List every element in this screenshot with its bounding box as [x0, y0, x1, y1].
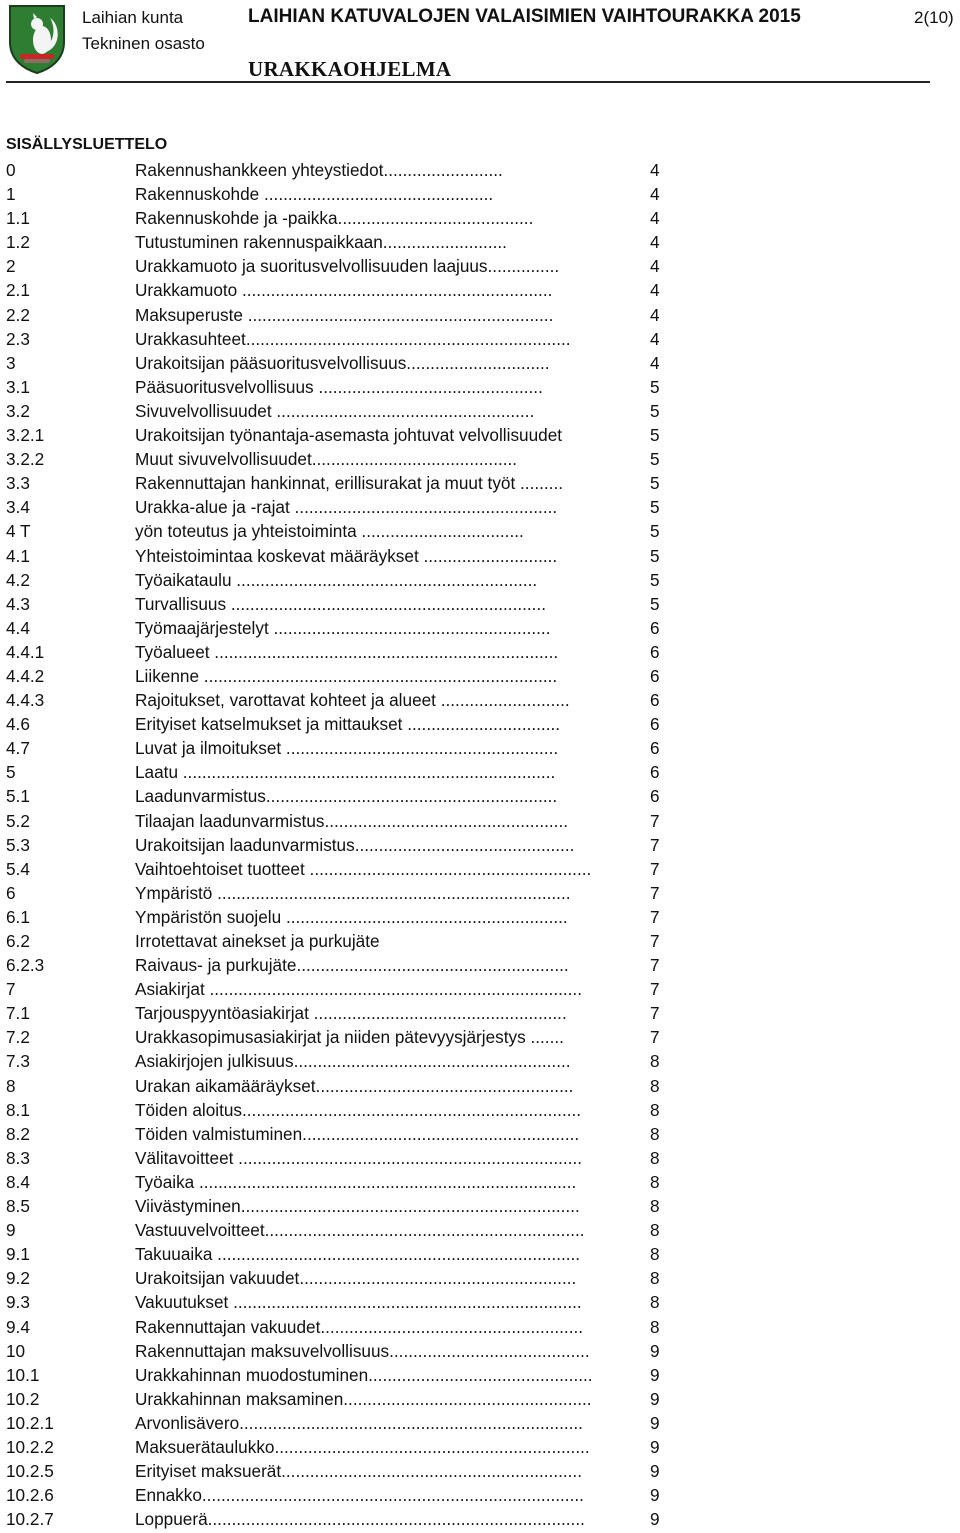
toc-entry-number: 4.6 [6, 714, 30, 735]
toc-entry-page: 8 [650, 1244, 660, 1265]
toc-entry-page: 4 [650, 304, 660, 325]
toc-entry-title: Rajoitukset, varottavat kohteet ja alueet ........................... [135, 690, 570, 711]
toc-entry-page: 5 [650, 545, 660, 566]
toc-entry[interactable] [6, 1194, 706, 1218]
coat-of-arms-logo-icon [6, 2, 68, 74]
toc-entry-number: 3.4 [6, 497, 30, 518]
toc-entry[interactable] [6, 1218, 706, 1242]
toc-entry-page: 4 [650, 184, 660, 205]
toc-entry-page: 5 [650, 521, 660, 542]
toc-entry-page: 6 [650, 738, 660, 759]
toc-entry[interactable] [6, 230, 706, 254]
toc-entry[interactable] [6, 953, 706, 977]
toc-entry-title: Urakan aikamääräykset...................................................... [135, 1075, 574, 1096]
toc-entry-number: 3.2.2 [6, 449, 45, 470]
toc-entry-number: 5.1 [6, 786, 30, 807]
toc-entry-number: 3.3 [6, 473, 30, 494]
toc-entry[interactable] [6, 471, 706, 495]
toc-entry[interactable] [6, 1266, 706, 1290]
toc-entry-page: 9 [650, 1364, 660, 1385]
toc-entry-number: 7 [6, 979, 16, 1000]
toc-entry[interactable] [6, 1315, 706, 1339]
toc-entry-page: 8 [650, 1316, 660, 1337]
toc-entry-page: 9 [650, 1436, 660, 1457]
toc-entry[interactable] [6, 1146, 706, 1170]
department-name: Tekninen osasto [82, 34, 205, 53]
toc-entry-number: 4.4 [6, 617, 30, 638]
toc-entry[interactable] [6, 1483, 706, 1507]
toc-entry[interactable] [6, 929, 706, 953]
toc-entry-title: Turvallisuus .................................................................. [135, 593, 546, 614]
toc-entry-number: 2.1 [6, 280, 30, 301]
toc-entry[interactable] [6, 447, 706, 471]
toc-entry-title: Urakoitsijan työnantaja-asemasta johtuvat velvollisuudet [135, 425, 563, 446]
toc-entry-title: Rakennuttajan hankinnat, erillisurakat ja muut työt ......... [135, 473, 564, 494]
toc-entry[interactable] [6, 857, 706, 881]
toc-entry-page: 5 [650, 497, 660, 518]
toc-entry[interactable] [6, 1170, 706, 1194]
toc-entry-page: 9 [650, 1485, 660, 1506]
toc-entry-title: Urakkamuoto ja suoritusvelvollisuuden laajuus............... [135, 256, 560, 277]
page-indicator: 2(10) [914, 8, 954, 27]
toc-entry-title: Raivaus- ja purkujäte......................................................... [135, 955, 569, 976]
header-divider [6, 81, 930, 83]
toc-entry-title: Maksuerätaulukko.................................................................. [135, 1436, 590, 1457]
toc-entry-title: Rakennuttajan vakuudet....................................................... [135, 1316, 584, 1337]
toc-entry-number: 10 [6, 1340, 26, 1361]
toc-entry[interactable] [6, 809, 706, 833]
toc-entry-number: 6.2.3 [6, 955, 45, 976]
toc-entry-page: 5 [650, 400, 660, 421]
toc-entry-page: 8 [650, 1075, 660, 1096]
toc-entry-number: 1.2 [6, 232, 30, 253]
toc-entry-number: 4 T [6, 521, 31, 542]
toc-entry-title: Urakkasopimusasiakirjat ja niiden pätevyysjärjestys ....... [135, 1027, 564, 1048]
toc-entry[interactable] [6, 1001, 706, 1025]
toc-entry[interactable] [6, 881, 706, 905]
toc-entry[interactable] [6, 206, 706, 230]
toc-entry-title: Urakka-alue ja -rajat ....................................................... [135, 497, 558, 518]
toc-entry-number: 5 [6, 762, 16, 783]
toc-entry[interactable] [6, 254, 706, 278]
toc-entry-title: Yhteistoimintaa koskevat määräykset ............................ [135, 545, 558, 566]
toc-entry-number: 0 [6, 160, 16, 180]
toc-entry-number: 3.2 [6, 400, 30, 421]
toc-entry-title: Erityiset katselmukset ja mittaukset ................................ [135, 714, 561, 735]
toc-entry-page: 9 [650, 1388, 660, 1409]
toc-entry-title: Liikenne .......................................................................... [135, 665, 558, 686]
toc-entry-page: 6 [650, 665, 660, 686]
toc-entry[interactable] [6, 736, 706, 760]
toc-entry-page: 7 [650, 810, 660, 831]
toc-entry[interactable] [6, 833, 706, 857]
toc-entry[interactable] [6, 495, 706, 519]
toc-entry-number: 9.3 [6, 1292, 30, 1313]
toc-entry-page: 6 [650, 786, 660, 807]
toc-entry-number: 9.1 [6, 1244, 30, 1265]
toc-entry[interactable] [6, 1074, 706, 1098]
toc-entry-number: 4.7 [6, 738, 30, 759]
toc-entry-page: 4 [650, 352, 660, 373]
toc-entry-title: Rakennuttajan maksuvelvollisuus.......................................... [135, 1340, 590, 1361]
toc-entry[interactable] [6, 977, 706, 1001]
toc-entry-title: Laatu .............................................................................. [135, 762, 556, 783]
toc-entry-title: Rakennushankkeen yhteystiedot......................... [135, 160, 503, 180]
toc-entry-number: 9 [6, 1220, 16, 1241]
toc-entry-title: Työmaajärjestelyt .......................................................... [135, 617, 551, 638]
toc-entry-number: 10.2.1 [6, 1412, 54, 1433]
toc-entry-page: 8 [650, 1196, 660, 1217]
document-title: LAIHIAN KATUVALOJEN VALAISIMIEN VAIHTOURAKKA 2015 [248, 6, 801, 27]
toc-entry[interactable] [6, 375, 706, 399]
toc-entry-title: Välitavoitteet ........................................................................ [135, 1147, 583, 1168]
toc-entry-number: 8.1 [6, 1099, 30, 1120]
toc-entry[interactable] [6, 688, 706, 712]
toc-entry-page: 4 [650, 280, 660, 301]
toc-entry-number: 8.5 [6, 1196, 30, 1217]
toc-entry-title: Laadunvarmistus............................................................. [135, 786, 558, 807]
toc-entry-number: 6.2 [6, 931, 30, 951]
toc-entry-page: 6 [650, 641, 660, 662]
toc-entry-number: 10.2 [6, 1388, 40, 1409]
toc-entry[interactable] [6, 303, 706, 327]
toc-entry-page: 6 [650, 617, 660, 638]
toc-entry[interactable] [6, 1435, 706, 1459]
toc-entry-title: Ympäristön suojelu ........................................................... [135, 906, 568, 927]
toc-entry-title: Työaika ............................................................................... [135, 1171, 577, 1192]
toc-entry-title: Asiakirjat .............................................................................. [135, 979, 582, 1000]
toc-entry-number: 4.4.3 [6, 690, 45, 711]
toc-entry-title: Maksuperuste ................................................................ [135, 304, 554, 325]
toc-entry-number: 7.3 [6, 1051, 30, 1072]
toc-entry-number: 9.2 [6, 1268, 30, 1289]
toc-entry-page: 7 [650, 858, 660, 879]
toc-entry[interactable] [6, 158, 706, 182]
toc-entry[interactable] [6, 1025, 706, 1049]
toc-entry-number: 5.3 [6, 834, 30, 855]
toc-entry-title: Urakkahinnan maksaminen.................................................... [135, 1388, 592, 1409]
toc-entry-page: 6 [650, 762, 660, 783]
toc-entry[interactable] [6, 1387, 706, 1411]
toc-entry[interactable] [6, 182, 706, 206]
toc-entry-page: 4 [650, 256, 660, 277]
toc-entry[interactable] [6, 519, 706, 543]
toc-entry-number: 3.1 [6, 376, 30, 397]
toc-entry-title: Erityiset maksuerät............................................................... [135, 1461, 582, 1482]
toc-entry-title: Tarjouspyyntöasiakirjat ..................................................... [135, 1003, 567, 1024]
toc-entry-page: 4 [650, 160, 660, 180]
toc-entry[interactable] [6, 1122, 706, 1146]
toc-entry-title: yön toteutus ja yhteistoiminta .................................. [135, 521, 524, 542]
toc-entry-number: 2.2 [6, 304, 30, 325]
toc-entry[interactable] [6, 423, 706, 447]
toc-entry-title: Rakennuskohde ................................................ [135, 184, 494, 205]
toc-entry-title: Loppuerä............................................................................... [135, 1509, 585, 1530]
toc-heading: SISÄLLYSLUETTELO [6, 136, 168, 153]
toc-entry-page: 5 [650, 376, 660, 397]
toc-entry[interactable] [6, 616, 706, 640]
toc-entry-page: 8 [650, 1051, 660, 1072]
toc-entry-title: Urakoitsijan laadunvarmistus.............................................. [135, 834, 575, 855]
toc-entry-number: 8 [6, 1075, 16, 1096]
toc-entry-title: Urakkasuhteet.................................................................... [135, 328, 571, 349]
toc-entry-title: Vaihtoehtoiset tuotteet ........................................................... [135, 858, 592, 879]
toc-entry-page: 5 [650, 425, 660, 446]
toc-entry-title: Urakkahinnan muodostuminen............................................... [135, 1364, 593, 1385]
toc-entry-number: 6.1 [6, 906, 30, 927]
toc-entry-title: Muut sivuvelvollisuudet........................................... [135, 449, 518, 470]
toc-entry-title: Luvat ja ilmoitukset ......................................................... [135, 738, 559, 759]
toc-entry[interactable] [6, 544, 706, 568]
toc-entry-number: 7.1 [6, 1003, 30, 1024]
toc-entry-page: 7 [650, 979, 660, 1000]
toc-entry-number: 8.4 [6, 1171, 30, 1192]
toc-entry-page: 4 [650, 328, 660, 349]
toc-entry-number: 4.2 [6, 569, 30, 590]
toc-entry-title: Urakkamuoto ................................................................. [135, 280, 553, 301]
toc-entry-page: 5 [650, 473, 660, 494]
toc-entry-number: 9.4 [6, 1316, 30, 1337]
document-subtitle: URAKKAOHJELMA [248, 57, 452, 81]
toc-entry-page: 8 [650, 1171, 660, 1192]
toc-entry-title: Vakuutukset ......................................................................... [135, 1292, 582, 1313]
toc-entry-number: 10.2.5 [6, 1461, 54, 1482]
toc-entry[interactable] [6, 592, 706, 616]
toc-entry-page: 5 [650, 569, 660, 590]
toc-entry-page: 7 [650, 834, 660, 855]
toc-entry-page: 9 [650, 1412, 660, 1433]
toc-entry[interactable] [6, 784, 706, 808]
toc-entry[interactable] [6, 664, 706, 688]
toc-entry-page: 8 [650, 1268, 660, 1289]
toc-entry-title: Irrotettavat ainekset ja purkujäte [135, 931, 380, 951]
toc-entry-title: Pääsuoritusvelvollisuus ............................................... [135, 376, 543, 397]
toc-entry-number: 3.2.1 [6, 425, 45, 446]
toc-entry-number: 10.2.2 [6, 1436, 54, 1457]
toc-entry-page: 8 [650, 1123, 660, 1144]
toc-entry-page: 4 [650, 232, 660, 253]
toc-entry-title: Ennakko................................................................................ [135, 1485, 584, 1506]
toc-entry-title: Viivästyminen....................................................................... [135, 1196, 580, 1217]
toc-entry-number: 4.3 [6, 593, 30, 614]
toc-entry[interactable] [6, 640, 706, 664]
organization-name: Laihian kunta [82, 8, 184, 27]
toc-entry[interactable] [6, 1507, 706, 1531]
toc-entry-title: Töiden aloitus....................................................................... [135, 1099, 582, 1120]
toc-entry-title: Urakoitsijan pääsuoritusvelvollisuus.............................. [135, 352, 550, 373]
toc-entry-number: 3 [6, 352, 16, 373]
toc-entry[interactable] [6, 905, 706, 929]
toc-entry[interactable] [6, 568, 706, 592]
toc-entry-number: 8.2 [6, 1123, 30, 1144]
toc-entry-page: 6 [650, 690, 660, 711]
toc-entry-number: 2 [6, 256, 16, 277]
toc-entry-page: 5 [650, 593, 660, 614]
toc-entry-number: 10.2.6 [6, 1485, 54, 1506]
toc-entry[interactable] [6, 399, 706, 423]
toc-entry[interactable] [6, 1339, 706, 1363]
toc-entry-page: 7 [650, 1003, 660, 1024]
toc-entry-title: Rakennuskohde ja -paikka......................................... [135, 208, 534, 229]
toc-entry-number: 5.4 [6, 858, 30, 879]
toc-entry[interactable] [6, 1459, 706, 1483]
toc-entry[interactable] [6, 760, 706, 784]
toc-entry-page: 7 [650, 882, 660, 903]
toc-entry[interactable] [6, 1411, 706, 1435]
toc-entry-page: 6 [650, 714, 660, 735]
toc-entry-title: Sivuvelvollisuudet ...................................................... [135, 400, 535, 421]
toc-entry-title: Urakoitsijan vakuudet.......................................................... [135, 1268, 577, 1289]
toc-entry-page: 9 [650, 1340, 660, 1361]
toc-entry[interactable] [6, 712, 706, 736]
toc-entry[interactable] [6, 351, 706, 375]
toc-entry-number: 5.2 [6, 810, 30, 831]
toc-entry-page: 7 [650, 1027, 660, 1048]
toc-entry-number: 1.1 [6, 208, 30, 229]
toc-entry[interactable] [6, 1242, 706, 1266]
toc-entry-number: 2.3 [6, 328, 30, 349]
toc-entry-title: Tutustuminen rakennuspaikkaan.......................... [135, 232, 507, 253]
toc-entry-title: Ympäristö .......................................................................... [135, 882, 571, 903]
toc-entry-number: 4.4.2 [6, 665, 45, 686]
toc-entry-page: 7 [650, 906, 660, 927]
toc-entry-title: Tilaajan laadunvarmistus................................................... [135, 810, 569, 831]
toc-entry[interactable] [6, 1049, 706, 1073]
toc-entry-number: 6 [6, 882, 16, 903]
toc-entry[interactable] [6, 278, 706, 302]
toc-entry-number: 4.4.1 [6, 641, 45, 662]
table-of-contents [6, 158, 706, 1531]
toc-entry-page: 9 [650, 1461, 660, 1482]
toc-entry-page: 7 [650, 955, 660, 976]
toc-entry-page: 5 [650, 449, 660, 470]
toc-entry-page: 9 [650, 1509, 660, 1530]
toc-entry-page: 8 [650, 1099, 660, 1120]
toc-entry-number: 10.1 [6, 1364, 40, 1385]
toc-entry-number: 4.1 [6, 545, 30, 566]
toc-entry-title: Asiakirjojen julkisuus.......................................................... [135, 1051, 571, 1072]
toc-entry[interactable] [6, 1290, 706, 1314]
toc-entry-number: 10.2.7 [6, 1509, 54, 1530]
toc-entry-page: 8 [650, 1220, 660, 1241]
toc-entry-title: Töiden valmistuminen.......................................................... [135, 1123, 580, 1144]
toc-entry[interactable] [6, 1098, 706, 1122]
toc-entry-title: Arvonlisävero........................................................................ [135, 1412, 583, 1433]
toc-entry[interactable] [6, 1363, 706, 1387]
toc-entry-page: 7 [650, 931, 660, 951]
toc-entry-page: 8 [650, 1292, 660, 1313]
toc-entry-title: Vastuuvelvoitteet................................................................... [135, 1220, 585, 1241]
toc-entry-title: Takuuaika ............................................................................ [135, 1244, 581, 1265]
toc-entry-number: 1 [6, 184, 16, 205]
toc-entry-number: 7.2 [6, 1027, 30, 1048]
toc-entry-page: 4 [650, 208, 660, 229]
toc-entry[interactable] [6, 327, 706, 351]
toc-entry-title: Työaikataulu ............................................................... [135, 569, 538, 590]
toc-entry-page: 8 [650, 1147, 660, 1168]
toc-entry-number: 8.3 [6, 1147, 30, 1168]
toc-entry-title: Työalueet ........................................................................ [135, 641, 559, 662]
